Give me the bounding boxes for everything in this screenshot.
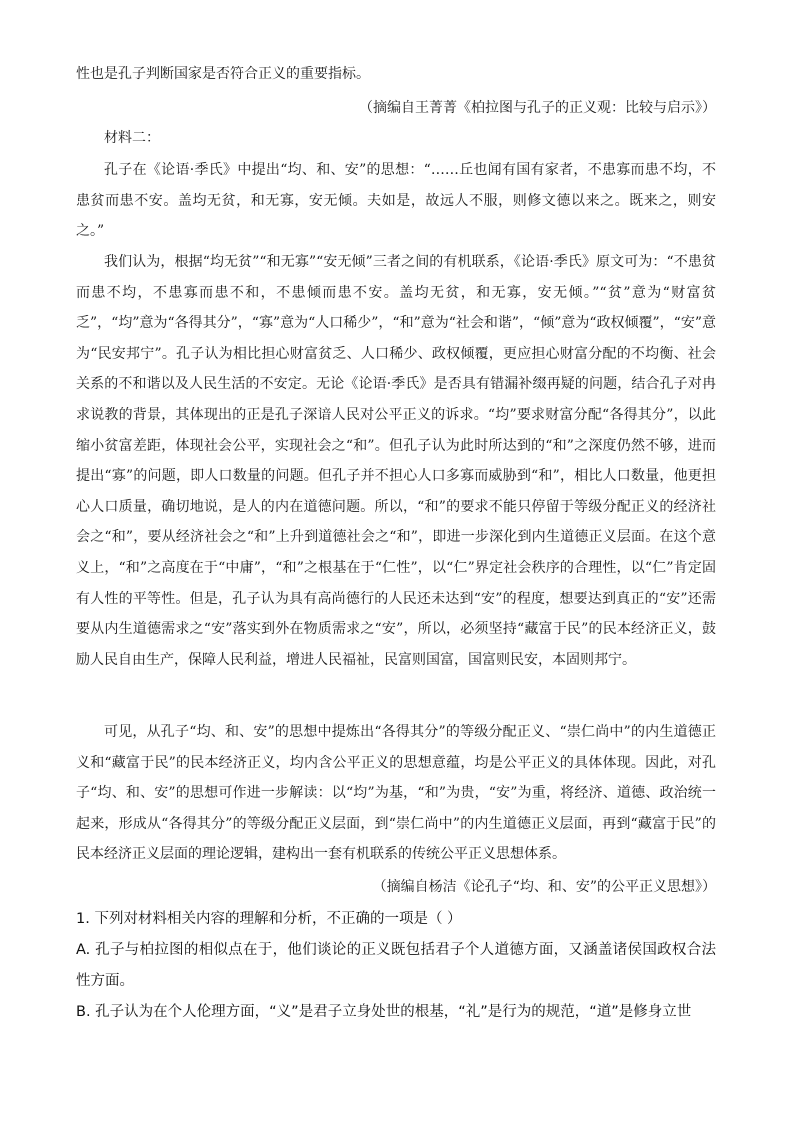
- material2-heading: 材料二：: [104, 130, 160, 146]
- material2-paragraph-3: 可见，从孔子“均、和、安”的思想中提炼出“各得其分”的等级分配正义、“崇仁尚中”的内生道德正义和“藏富于民”的民本经济正义，均内含公平正义的思想意蕴，均是公平正义的具体体现。因此，对孔子“均、和、安”的思想可作进一步解读：以“均”为基，“和”为贵，“安”为重，将经济、道德、政治统一起来，形成从“各得其分”的等级分配正义层面，到“崇仁尚中”的内生道德正义层面，再到“藏富于民”的民本经济正义层面的理论逻辑，建构出一套有机联系的传统公平正义思想体系。: [76, 724, 716, 863]
- material1-continuation: 性也是孔子判断国家是否符合正义的重要指标。: [76, 66, 370, 82]
- material2-paragraph-2: 我们认为，根据“均无贫”“和无寡”“安无倾”三者之间的有机联系，《论语·季氏》原文可为：“不患贫而患不均，不患寡而患不和，不患倾而患不安。盖均无贫，和无寡，安无倾。”“贫”意为“财富贫乏”，“均”意为“各得其分”，“寡”意为“人口稀少”，“和”意为“社会和谐”，“倾”意为“政权倾覆”，“安”意为“民安邦宁”。孔子认为相比担心财富贫乏、人口稀少、政权倾覆，更应担心财富分配的不均衡、社会关系的不和谐以及人民生活的不安定。无论《论语·季氏》是否具有错漏补缀再疑的问题，结合孔子对冉求说教的背景，其体现出的正是孔子深谙人民对公平正义的诉求。“均”要求财富分配“各得其分”，以此缩小贫富差距，体现社会公平，实现社会之“和”。但孔子认为此时所达到的“和”之深度仍然不够，进而提出“寡”的问题，即人口数量的问题。但孔子并不担心人口多寡而威胁到“和”，相比人口数量，他更担心人口质量，确切地说，是人的内在道德问题。所以，“和”的要求不能只停留于等级分配正义的经济社会之“和”，要从经济社会之“和”上升到道德社会之“和”，即进一步深化到内生道德正义层面。在这个意义上，“和”之高度在于“中庸”，“和”之根基在于“仁性”，以“仁”界定社会秩序的合理性，以“仁”肯定固有人性的平等性。但是，孔子认为具有高尚德行的人民还未达到“安”的程度，想要达到真正的“安”还需要从内生道德需求之“安”落实到外在物质需求之“安”，所以，必须坚持“藏富于民”的民本经济正义，鼓励人民自由生产，保障人民利益，增进人民福祉，民富则国富，国富则民安，本固则邦宁。: [76, 254, 716, 668]
- question-1-option-b: B. 孔子认为在个人伦理方面，“义”是君子立身处世的根基，“礼”是行为的规范，“道”是修身立世: [76, 1004, 692, 1020]
- question-1-stem: 1. 下列对材料相关内容的理解和分析，不正确的一项是（ ）: [76, 911, 462, 927]
- material2-source: （摘编自杨洁《论孔子“均、和、安”的公平正义思想》）: [372, 879, 716, 895]
- material1-source: （摘编自王菁菁《柏拉图与孔子的正义观：比较与启示》）: [359, 100, 716, 116]
- question-1-option-a: A. 孔子与柏拉图的相似点在于，他们谈论的正义既包括君子个人道德方面，又涵盖诸侯国政权合法性方面。: [76, 942, 716, 989]
- material2-paragraph-1: 孔子在《论语·季氏》中提出“均、和、安”的思想：“……丘也闻有国有家者，不患寡而患不均，不患贫而患不安。盖均无贫，和无寡，安无倾。夫如是，故远人不服，则修文德以来之。既来之，则安之。”: [76, 162, 716, 240]
